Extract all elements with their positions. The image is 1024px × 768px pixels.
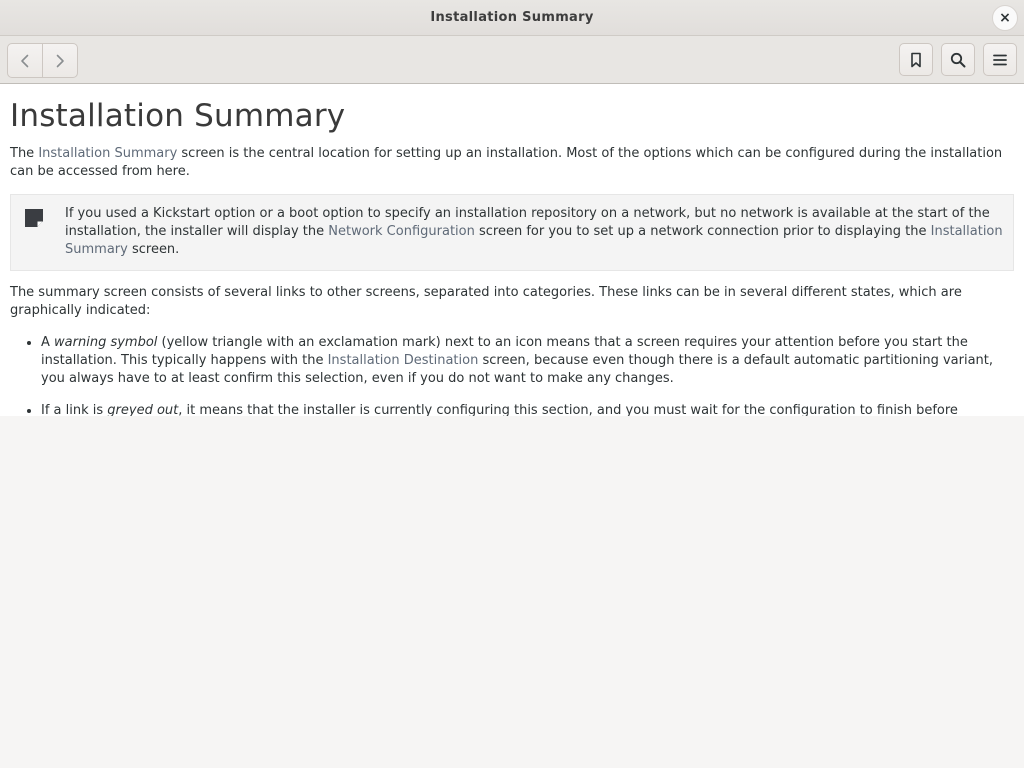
list-item [41, 333, 1014, 388]
note-text-1: If you used a Kickstart option or a boot option to specify an installation repository on a network, but no network is available at the start of the installation, the installer will display the [65, 206, 990, 239]
note-text-3: screen. [127, 242, 180, 257]
intro-paragraph [10, 145, 1014, 181]
intro-text-2: screen is the central location for setting up an installation. Most of the options which can be configured during the installation can be accessed from here. [10, 146, 1003, 179]
page-title: Installation Summary [10, 98, 346, 134]
note-box [10, 194, 1014, 271]
bookmark-icon [908, 52, 924, 68]
menu-button[interactable] [983, 43, 1017, 76]
list-item [41, 401, 1014, 416]
note-icon [25, 209, 43, 227]
chevron-left-icon [17, 53, 33, 69]
search-icon [950, 52, 966, 68]
title-bar [0, 0, 1024, 36]
bookmark-button[interactable] [899, 43, 933, 76]
bullet-text: If a link is [41, 403, 108, 416]
bullet-text: screen, because even though there is a default automatic partitioning variant, you always have to at least confirm this selection, even if you do not want to make any changes. [41, 353, 994, 386]
installation-summary-link[interactable]: Installation Summary [38, 146, 178, 161]
network-configuration-link[interactable]: Network Configuration [328, 224, 475, 239]
help-content [0, 84, 1024, 416]
summary-paragraph: The summary screen consists of several links to other screens, separated into categories. These links can be in several different states, which are graphically indicated: [10, 285, 962, 318]
navigation-group [7, 43, 78, 78]
window-title: Installation Summary [430, 10, 594, 25]
status-list [10, 333, 1014, 416]
bullet-emphasis: warning symbol [54, 335, 158, 350]
close-button[interactable] [992, 5, 1018, 31]
hamburger-menu-icon [992, 52, 1008, 68]
bullet-emphasis: greyed out [107, 403, 179, 416]
bullet-text: A [41, 335, 55, 350]
search-button[interactable] [941, 43, 975, 76]
note-text-2: screen for you to set up a network connection prior to displaying the [474, 224, 931, 239]
toolbar [0, 36, 1024, 84]
close-icon: × [999, 10, 1011, 26]
chevron-right-icon [52, 53, 68, 69]
bullet-text: (yellow triangle with an exclamation mark) next to an icon means that a screen requires your attention before you start the installation. This typically happens with the [41, 335, 968, 368]
installation-destination-link[interactable]: Installation Destination [327, 353, 479, 368]
forward-button[interactable] [42, 44, 77, 77]
back-button[interactable] [8, 44, 42, 77]
intro-text-1: The [10, 146, 39, 161]
installation-summary-link-2[interactable]: Installation Summary [65, 224, 1003, 257]
bullet-text: , it means that the installer is currently configuring this section, and you must wait for the configuration to finish before [178, 403, 958, 416]
